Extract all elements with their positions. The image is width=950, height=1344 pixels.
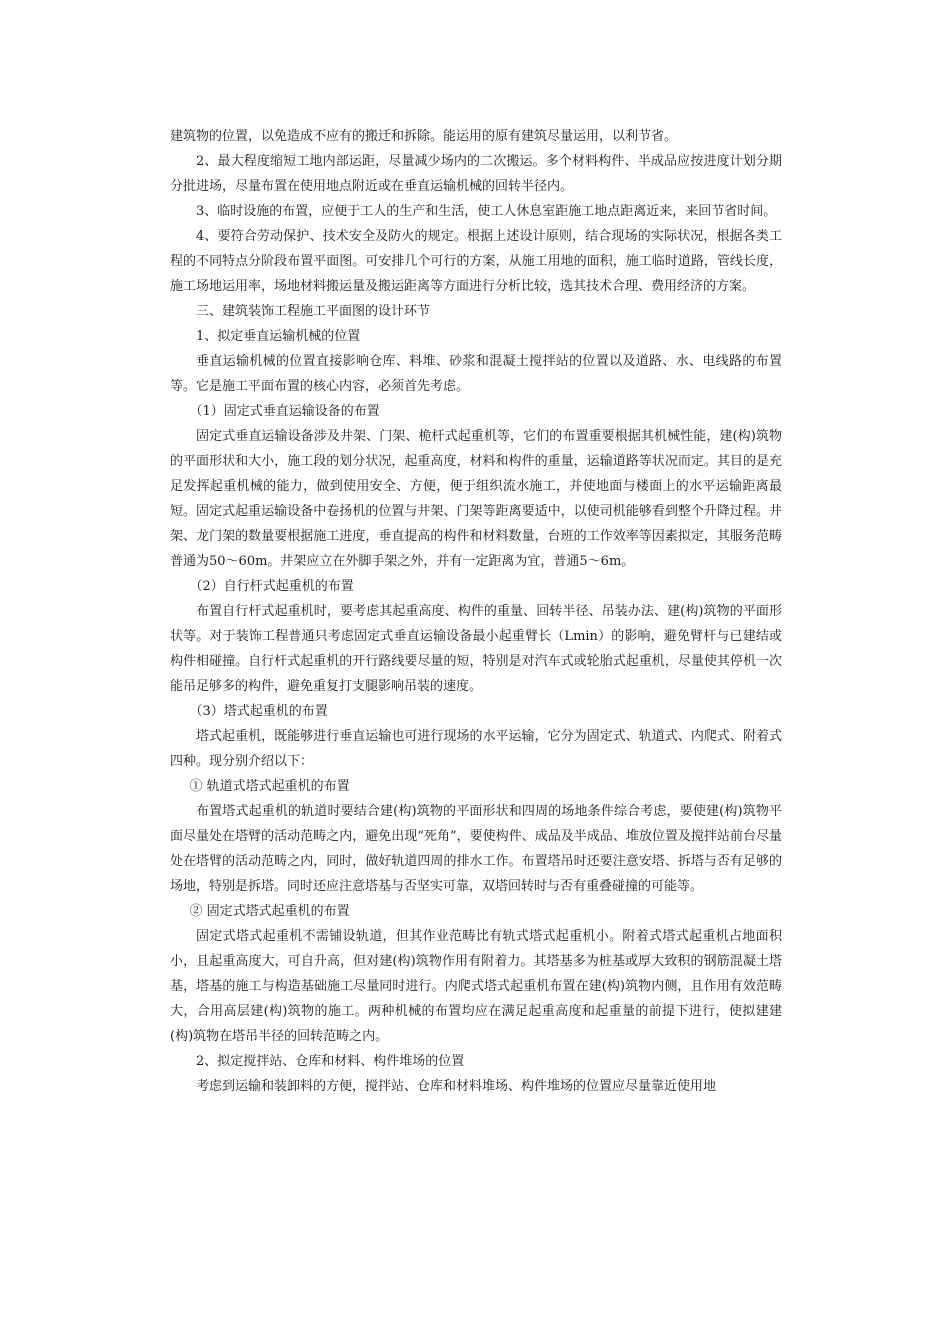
paragraph: 考虑到运输和装卸料的方便，搅拌站、仓库和材料堆场、构件堆场的位置应尽量靠近使用地 <box>196 1079 717 1094</box>
paragraph: 垂直运输机械的位置直接影响仓库、料堆、砂浆和混凝土搅拌站的位置以及道路、水、电线路的布置等。它是施工平面布置的核心内容，必须首先考虑。 <box>170 354 782 394</box>
paragraph: 塔式起重机，既能够进行垂直运输也可进行现场的水平运输，它分为固定式、轨道式、内爬式、附着式四种。现分别介绍以下： <box>170 729 782 769</box>
paragraph: 布置自行杆式起重机时，要考虑其起重高度、构件的重量、回转半径、吊装办法、建(构)筑物的平面形状等。对于装饰工程普通只考虑固定式垂直运输设备最小起重臂长（Lmin）的影响，避免臂杆与已建结或构件相碰撞。自行杆式起重机的开行路线要尽量的短，特别是对汽车式或轮胎式起重机，尽量使其停机一次能吊足够多的构件，避免重复打支腿影响吊装的速度。 <box>170 604 782 694</box>
paragraph: 4、要符合劳动保护、技术安全及防火的规定。根据上述设计原则，结合现场的实际状况，根据各类工程的不同特点分阶段布置平面图。可安排几个可行的方案，从施工用地的面积，施工临时道路，管线长度，施工场地运用率，场地材料搬运量及搬运距离等方面进行分析比较，选其技术合理、费用经济的方案。 <box>170 229 782 294</box>
paragraph: 固定式塔式起重机不需铺设轨道，但其作业范畴比有轨式塔式起重机小。附着式塔式起重机占地面积小，且起重高度大，可自升高，但对建(构)筑物作用有附着力。其塔基多为桩基或厚大致积的钢筋混凝土塔基，塔基的施工与构造基础施工尽量同时进行。内爬式塔式起重机布置在建(构)筑物内侧，且作用有效范畴大，合用高层建(构)筑物的施工。两种机械的布置均应在满足起重高度和起重量的前提下进行，使拟建建(构)筑物在塔吊半径的回转范畴之内。 <box>170 929 782 1044</box>
item-heading: ② 固定式塔式起重机的布置 <box>189 904 350 919</box>
subsection-heading: 1、拟定垂直运输机械的位置 <box>196 329 361 344</box>
section-heading: 三、建筑装饰工程施工平面图的设计环节 <box>196 304 431 319</box>
paragraph: 建筑物的位置，以免造成不应有的搬迁和拆除。能运用的原有建筑尽量运用，以利节省。 <box>170 129 678 144</box>
document-body <box>170 124 782 1099</box>
paragraph: 布置塔式起重机的轨道时要结合建(构)筑物的平面形状和四周的场地条件综合考虑，要使建(构)筑物平面尽量处在塔臂的活动范畴之内，避免出现“死角”，要使构件、成品及半成品、堆放位置及搅拌站前台尽量处在塔臂的活动范畴之内，同时，做好轨道四周的排水工作。布置塔吊时还要注意安塔、拆塔与否有足够的场地，特别是拆塔。同时还应注意塔基与否坚实可靠，双塔回转时与否有重叠碰撞的可能等。 <box>170 804 782 894</box>
subsection-heading: 2、拟定搅拌站、仓库和材料、构件堆场的位置 <box>196 1054 465 1069</box>
item-heading: （2）自行杆式起重机的布置 <box>189 579 354 594</box>
paragraph: 3、临时设施的布置，应便于工人的生产和生活，使工人休息室距施工地点距离近来，来回节省时间。 <box>196 204 777 219</box>
paragraph: 固定式垂直运输设备涉及井架、门架、桅杆式起重机等，它们的布置重要根据其机械性能，建(构)筑物的平面形状和大小，施工段的划分状况，起重高度，材料和构件的重量，运输道路等状况而定。其目的是充足发挥起重机械的能力，做到使用安全、方便，便于组织流水施工，并使地面与楼面上的水平运输距离最短。固定式起重运输设备中卷扬机的位置与井架、门架等距离要适中，以使司机能够看到整个升降过程。井架、龙门架的数量要根据施工进度，垂直提高的构件和材料数量，台班的工作效率等因素拟定，其服务范畴普通为50～60m。井架应立在外脚手架之外，并有一定距离为宜，普通5～6m。 <box>170 429 782 569</box>
item-heading: ① 轨道式塔式起重机的布置 <box>189 779 350 794</box>
item-heading: （1）固定式垂直运输设备的布置 <box>189 404 380 419</box>
item-heading: （3）塔式起重机的布置 <box>189 704 328 719</box>
paragraph: 2、最大程度缩短工地内部运距，尽量减少场内的二次搬运。多个材料构件、半成品应按进度计划分期分批进场，尽量布置在使用地点附近或在垂直运输机械的回转半径内。 <box>170 154 782 194</box>
